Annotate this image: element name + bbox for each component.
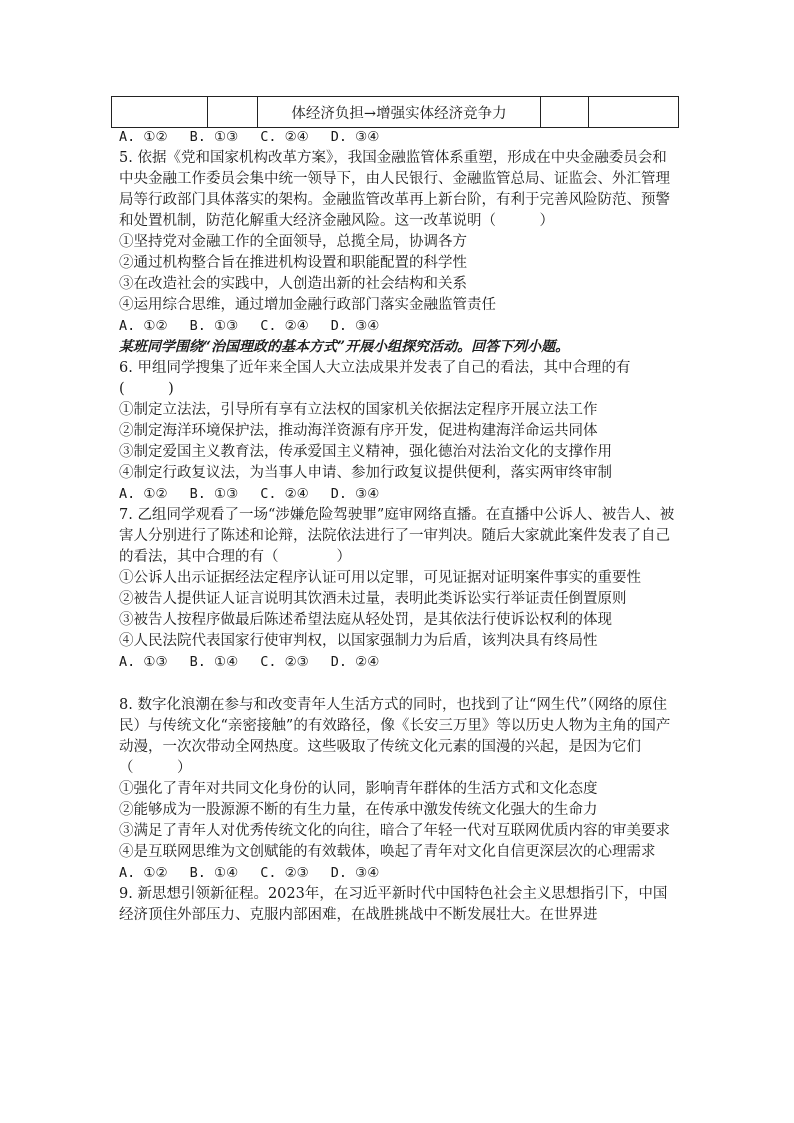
q8-item-3: ③满足了青年人对优秀传统文化的向往，暗合了年轻一代对互联网优质内容的审美要求: [119, 823, 670, 839]
option-a: A. ①②: [119, 486, 168, 502]
table-cell: [589, 97, 679, 128]
table-cell: [112, 97, 208, 128]
table-cell: [541, 97, 589, 128]
q7-options: [119, 652, 679, 673]
q9-stem: 9. 新思想引领新征程。2023年，在习近平新时代中国特色社会主义思想指引下，中国经济顶住外部压力、克服内部困难，在战胜挑战中不断发展壮大。在世界进: [119, 886, 668, 923]
q8-item-1: ①强化了青年对共同文化身份的认同，影响青年群体的生活方式和文化态度: [119, 781, 598, 797]
q8-item-2: ②能够成为一股源源不断的有生力量，在传承中激发传统文化强大的生命力: [119, 802, 598, 818]
q7-item-1: ①公诉人出示证据经法定程序认证可用以定罪，可见证据对证明案件事实的重要性: [119, 570, 641, 586]
q7-item-3: ③被告人按程序做最后陈述希望法庭从轻处罚，是其依法行使诉讼权利的体现: [119, 612, 612, 628]
option-d: D. ③④: [330, 318, 380, 334]
q6-item-3: ③制定爱国主义教育法，传承爱国主义精神，强化德治对法治文化的支撑作用: [119, 444, 612, 460]
q6-item-1: ①制定立法法，引导所有享有立法权的国家机关依据法定程序开展立法工作: [119, 402, 598, 418]
q5-item-3: ③在改造社会的实践中，人创造出新的社会结构和关系: [119, 276, 467, 292]
option-c: C. ②③: [260, 865, 309, 881]
q7-item-2: ②被告人提供证人证言说明其饮酒未过量，表明此类诉讼实行举证责任倒置原则: [119, 591, 627, 607]
option-a: A. ①②: [119, 129, 168, 145]
option-d: D. ③④: [330, 865, 380, 881]
option-c: C. ②④: [260, 129, 309, 145]
spacer: [119, 673, 679, 695]
q5-item-4: ④运用综合思维，通过增加金融行政部门落实金融监管责任: [119, 297, 496, 313]
q8-options: [119, 863, 679, 884]
option-d: D. ③④: [330, 486, 380, 502]
q7-stem: 7. 乙组同学观看了一场“涉嫌危险驾驶罪”庭审网络直播。在直播中公诉人、被告人、被害人分别进行了陈述和论辩，法院依法进行了一审判决。随后大家就此案件发表了自己的看法，其中合理的有（ ）: [119, 507, 675, 565]
q5-item-1: ①坚持党对金融工作的全面领导，总揽全局，协调各方: [119, 234, 467, 250]
q4-options: [119, 127, 679, 148]
q5-options: [119, 316, 679, 337]
option-a: A. ①②: [119, 865, 168, 881]
option-a: A. ①③: [119, 654, 168, 670]
q8-stem: 8. 数字化浪潮在参与和改变青年人生活方式的同时，也找到了让“网生代”（网络的原住民）与传统文化“亲密接触”的有效路径，像《长安三万里》等以历史人物为主角的国产动漫，一次次带动全网热度。这些吸取了传统文化元素的国漫的兴起，是因为它们（ ）: [119, 697, 671, 776]
q6-item-2: ②制定海洋环境保护法，推动海洋资源有序开发，促进构建海洋命运共同体: [119, 423, 598, 439]
q7-item-4: ④人民法院代表国家行使审判权，以国家强制力为后盾，该判决具有终局性: [119, 633, 598, 649]
option-b: B. ①③: [189, 486, 239, 502]
option-b: B. ①④: [189, 865, 239, 881]
answer-table-fragment: [111, 96, 679, 128]
question-content: [119, 127, 679, 926]
option-c: C. ②③: [260, 654, 309, 670]
option-d: D. ③④: [330, 129, 380, 145]
q5-item-2: ②通过机构整合旨在推进机构设置和职能配置的科学性: [119, 255, 467, 271]
option-b: B. ①③: [189, 129, 239, 145]
q5-stem: 5. 依据《党和国家机构改革方案》，我国金融监管体系重塑，形成在中央金融委员会和中央金融工作委员会集中统一领导下，由人民银行、金融监管总局、证监会、外汇管理局等行政部门具体落实的架构。金融监管改革再上新台阶，有利于完善风险防范、预警和处置机制，防范化解重大经济金融风险。这一改革说明（ ）: [119, 150, 670, 229]
q8-item-4: ④是互联网思维为文创赋能的有效载体，唤起了青年对文化自信更深层次的心理需求: [119, 844, 656, 860]
table-cell: [208, 97, 258, 128]
option-c: C. ②④: [260, 486, 309, 502]
table-cell: 体经济负担→增强实体经济竞争力: [258, 97, 541, 128]
option-b: B. ①③: [189, 318, 239, 334]
option-d: D. ②④: [330, 654, 380, 670]
option-c: C. ②④: [260, 318, 309, 334]
option-b: B. ①④: [189, 654, 239, 670]
q6-item-4: ④制定行政复议法，为当事人申请、参加行政复议提供便利，落实两审终审制: [119, 465, 612, 481]
section-intro: 某班同学围绕“治国理政的基本方式”开展小组探究活动。回答下列小题。: [119, 339, 570, 355]
q6-stem: 6. 甲组同学搜集了近年来全国人大立法成果并发表了自己的看法，其中合理的有( ): [119, 360, 631, 397]
table-row: [112, 97, 679, 128]
option-a: A. ①②: [119, 318, 168, 334]
q6-options: [119, 484, 679, 505]
